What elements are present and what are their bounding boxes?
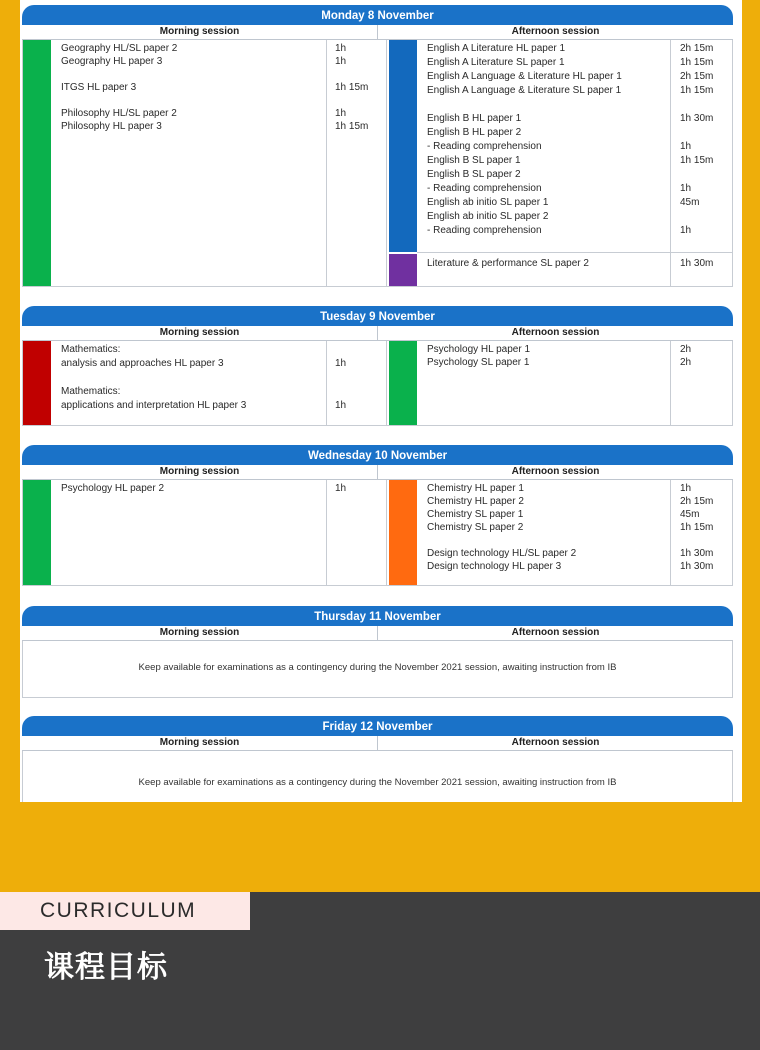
afternoon-session-label: Afternoon session: [511, 627, 600, 638]
subject-color-stripe-blue: [389, 40, 417, 252]
exam-subject: English B SL paper 1: [427, 155, 521, 166]
exam-duration: 1h 15m: [680, 155, 714, 166]
exam-duration: 1h 15m: [335, 82, 369, 93]
exam-subject: Psychology HL paper 1: [427, 344, 531, 355]
contingency-note: Keep available for examinations as a contingency during the November 2021 session, awaiting instruction from IB: [138, 777, 617, 788]
exam-subject: Geography HL/SL paper 2: [61, 43, 178, 54]
morning-session-label: Morning session: [22, 25, 378, 39]
contingency-note: Keep available for examinations as a contingency during the November 2021 session, awaiting instruction from IB: [138, 662, 617, 673]
exam-subject: Design technology HL paper 3: [427, 561, 562, 572]
exam-subject: - Reading comprehension: [427, 183, 542, 194]
exam-duration: 2h: [680, 344, 692, 355]
subject-color-stripe-red: [23, 341, 51, 425]
exam-subject: English A Literature HL paper 1: [427, 43, 566, 54]
section-heading: 课程目标: [44, 950, 168, 985]
exam-subject: English A Literature SL paper 1: [427, 57, 565, 68]
exam-subject: English B SL paper 2: [427, 169, 521, 180]
exam-duration: 2h 15m: [680, 43, 714, 54]
curriculum-tag: CURRICULUM: [0, 892, 250, 930]
morning-session-label: Morning session: [22, 736, 378, 750]
exam-subject: Psychology SL paper 1: [427, 357, 530, 368]
exam-duration: 1h 15m: [335, 121, 369, 132]
exam-subject: English A Language & Literature HL paper 1: [427, 71, 622, 82]
exam-duration: 1h: [335, 400, 347, 411]
exam-duration: 1h 30m: [680, 548, 714, 559]
day-header: Tuesday 9 November: [22, 306, 733, 326]
exam-subject: English B HL paper 1: [427, 113, 522, 124]
afternoon-session-label: Afternoon session: [511, 327, 600, 338]
exam-duration: 1h: [335, 43, 347, 54]
afternoon-session-label: Afternoon session: [511, 737, 600, 748]
exam-subject: Chemistry SL paper 2: [427, 522, 524, 533]
day-block-friday: [22, 716, 733, 802]
exam-duration: 2h 15m: [680, 496, 714, 507]
day-block-wednesday: [22, 445, 733, 586]
exam-duration: 1h: [335, 108, 347, 119]
day-block-thursday: [22, 606, 733, 698]
session-header-row: [22, 465, 733, 480]
afternoon-session-label: Afternoon session: [511, 466, 600, 477]
exam-duration: 1h: [680, 483, 692, 494]
exam-duration: 1h 30m: [680, 561, 714, 572]
afternoon-cell: [386, 480, 732, 585]
exam-duration: 1h 15m: [680, 85, 714, 96]
session-header-row: [22, 626, 733, 641]
afternoon-session-label: Afternoon session: [511, 26, 600, 37]
afternoon-cell: [386, 341, 732, 425]
subject-color-stripe-green: [389, 341, 417, 425]
session-header-row: [22, 326, 733, 341]
day-header: Friday 12 November: [22, 716, 733, 736]
day-header: Thursday 11 November: [22, 606, 733, 626]
exam-subject: Philosophy HL/SL paper 2: [61, 108, 177, 119]
subject-color-stripe-green: [23, 40, 51, 286]
exam-duration: 1h 30m: [680, 258, 714, 269]
exam-duration: 2h 15m: [680, 71, 714, 82]
exam-duration: 1h 15m: [680, 522, 714, 533]
exam-subject: ITGS HL paper 3: [61, 82, 137, 93]
exam-subject: Mathematics:: [61, 344, 121, 355]
exam-subject: Psychology HL paper 2: [61, 483, 165, 494]
exam-subject: Chemistry HL paper 2: [427, 496, 524, 507]
exam-duration: 1h 30m: [680, 113, 714, 124]
exam-subject: analysis and approaches HL paper 3: [61, 358, 224, 369]
exam-duration: 1h: [335, 56, 347, 67]
exam-subject: Geography HL paper 3: [61, 56, 163, 67]
exam-subject: Design technology HL/SL paper 2: [427, 548, 577, 559]
exam-subject: Chemistry SL paper 1: [427, 509, 524, 520]
exam-duration: 1h: [680, 183, 692, 194]
morning-cell: [23, 40, 386, 286]
day-block-tuesday: [22, 306, 733, 426]
exam-duration: 2h: [680, 357, 692, 368]
exam-duration: 45m: [680, 509, 700, 520]
exam-subject: English ab initio SL paper 1: [427, 197, 549, 208]
day-header: Wednesday 10 November: [22, 445, 733, 465]
exam-timetable-image: [20, 0, 742, 802]
session-header-row: [22, 25, 733, 40]
exam-subject: - Reading comprehension: [427, 225, 542, 236]
exam-subject: Literature & performance SL paper 2: [427, 258, 589, 269]
exam-subject: English ab initio SL paper 2: [427, 211, 549, 222]
subject-color-stripe-green: [23, 480, 51, 585]
afternoon-cell: [386, 40, 732, 286]
subject-color-stripe-purple: [389, 254, 417, 286]
exam-subject: English A Language & Literature SL paper 1: [427, 85, 622, 96]
exam-duration: 1h: [680, 225, 692, 236]
morning-session-label: Morning session: [22, 326, 378, 340]
exam-duration: 1h: [335, 483, 347, 494]
day-block-monday: [22, 5, 733, 287]
morning-session-label: Morning session: [22, 465, 378, 479]
exam-duration: 1h 15m: [680, 57, 714, 68]
session-header-row: [22, 736, 733, 751]
exam-duration: 1h: [680, 141, 692, 152]
day-header: Monday 8 November: [22, 5, 733, 25]
exam-duration: 1h: [335, 358, 347, 369]
exam-subject: applications and interpretation HL paper 3: [61, 400, 247, 411]
exam-subject: - Reading comprehension: [427, 141, 542, 152]
exam-duration: 45m: [680, 197, 700, 208]
exam-subject: English B HL paper 2: [427, 127, 522, 138]
morning-cell: [23, 480, 386, 585]
morning-cell: [23, 341, 386, 425]
exam-subject: Philosophy HL paper 3: [61, 121, 162, 132]
subject-color-stripe-orange: [389, 480, 417, 585]
exam-subject: Mathematics:: [61, 386, 121, 397]
exam-subject: Chemistry HL paper 1: [427, 483, 524, 494]
morning-session-label: Morning session: [22, 626, 378, 640]
